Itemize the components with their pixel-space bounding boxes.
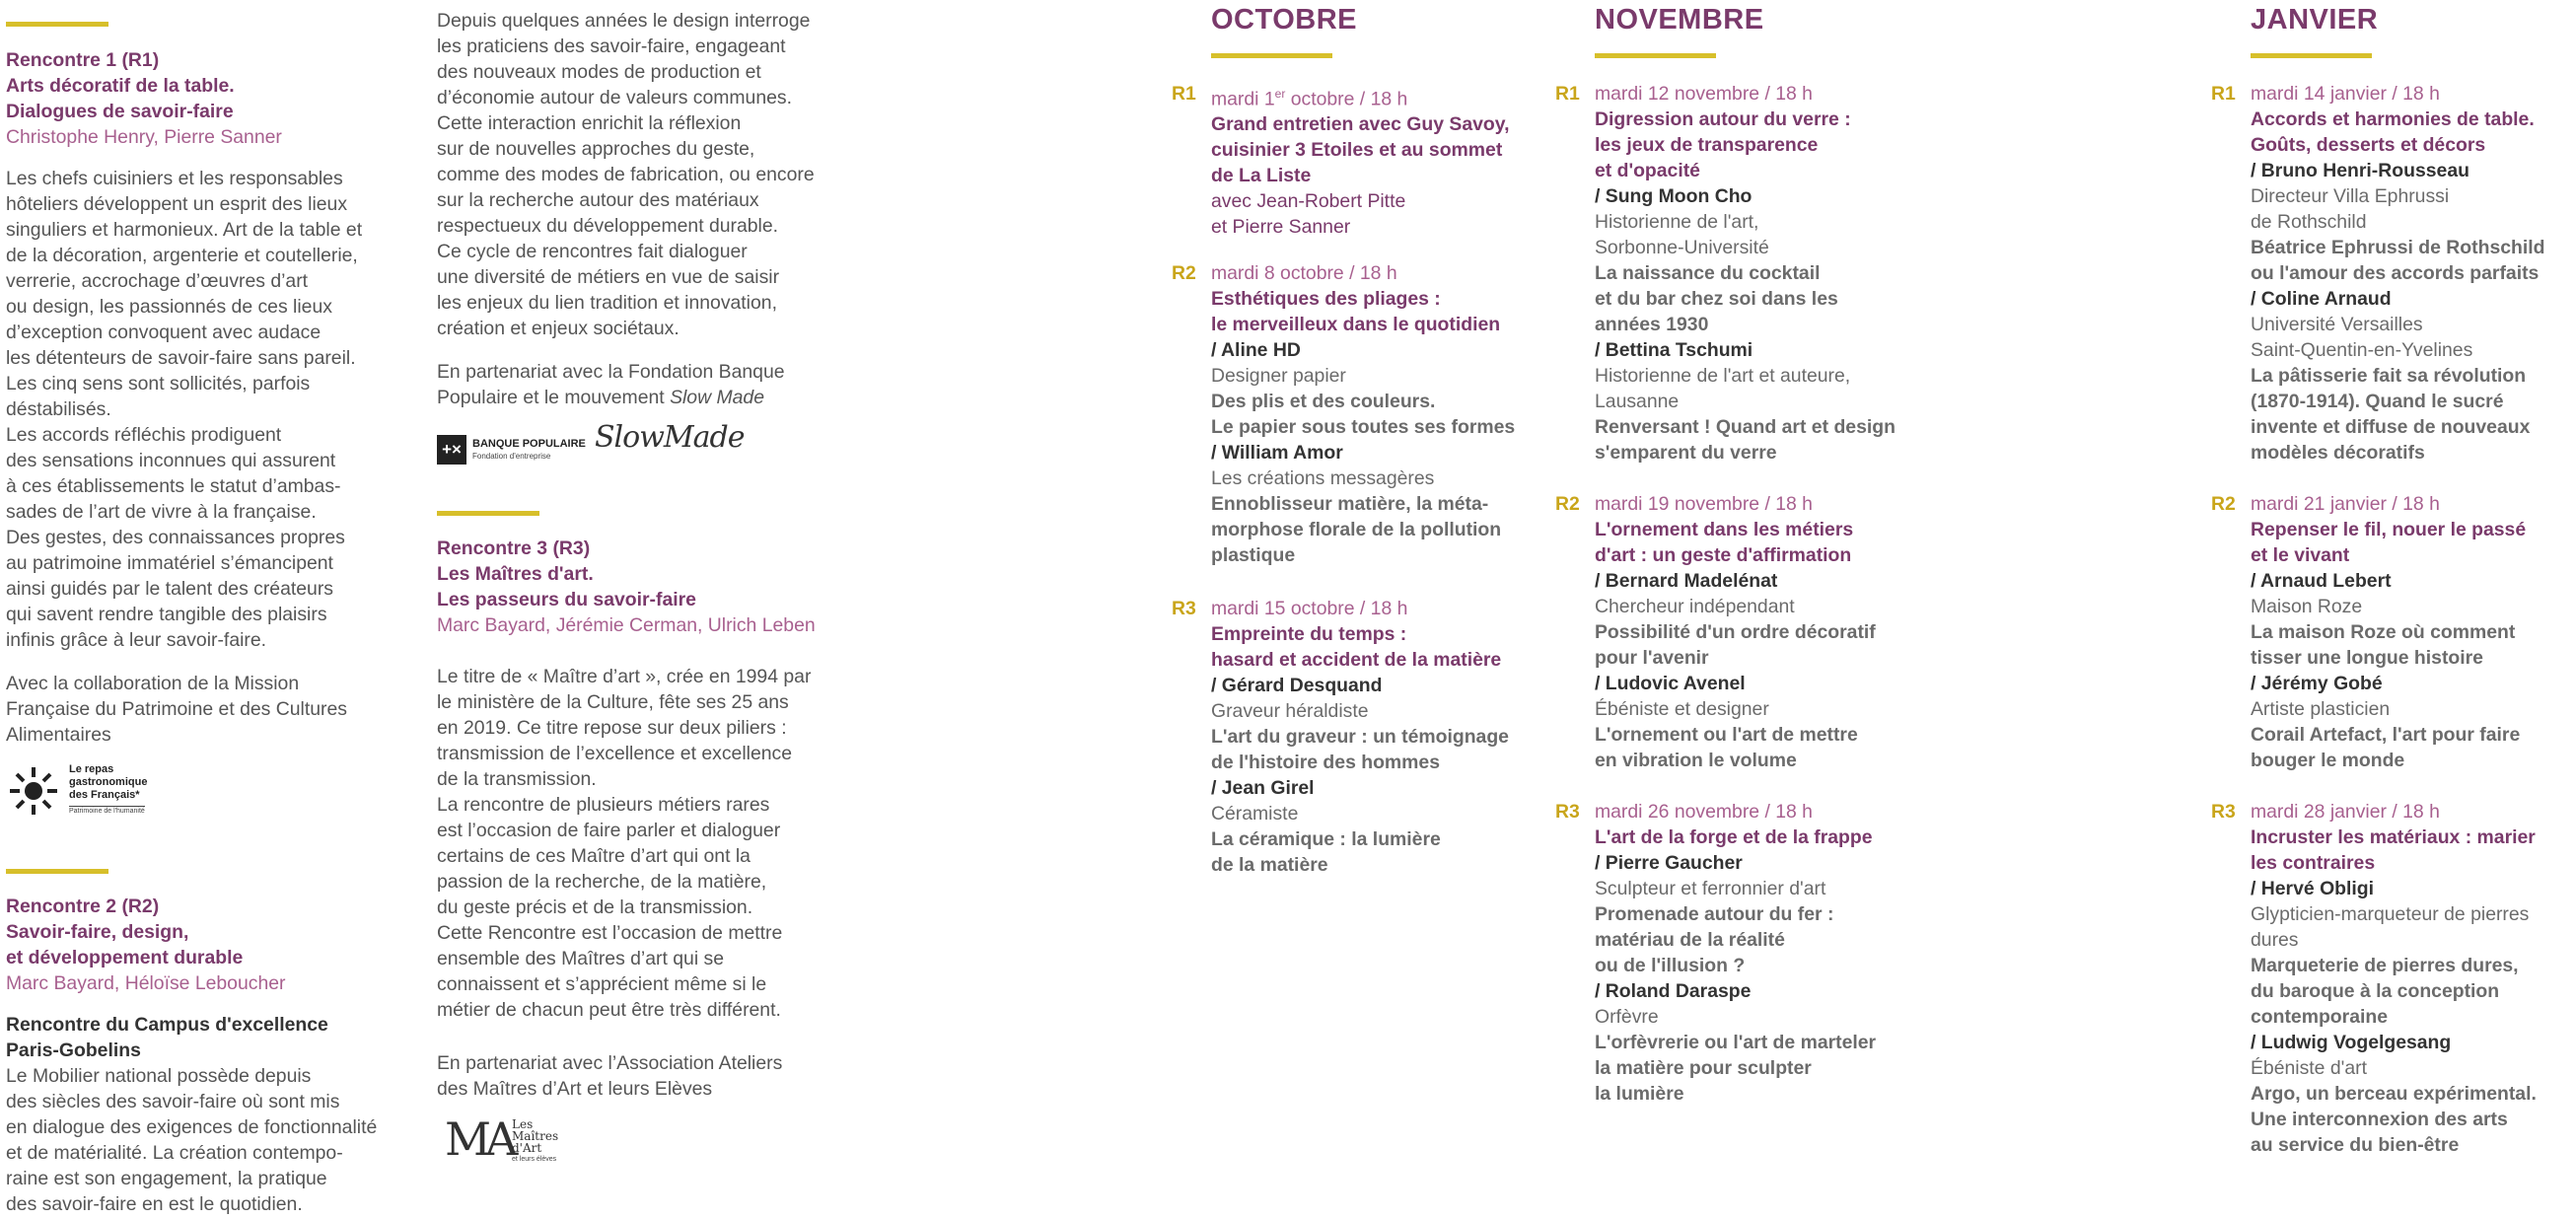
speaker-role: Université Versailles Saint-Quentin-en-Yvelines: [2251, 314, 2473, 361]
section-rule: [437, 511, 539, 516]
slow-made-logo: SlowMade: [595, 420, 745, 455]
event-date: [2251, 799, 2576, 825]
bp-logo-text: BANQUE POPULAIRE: [472, 438, 586, 450]
rencontre-code: R3: [1172, 598, 1196, 619]
event-date-ordinal: er: [1274, 87, 1286, 101]
maitres-art-logo: [445, 1112, 603, 1172]
event-r3: [1555, 799, 1969, 1107]
event-date-text: mardi 15 octobre / 18 h: [1211, 598, 1408, 619]
event-r1: [2211, 81, 2576, 466]
intro-text: Depuis quelques années le design interroge les praticiens des savoir-faire, engageant des nouveaux modes de production et d’économie autour de valeurs communes. Cette interaction enrichit la réflexion sur de nouvelles approches du geste, comme des modes de fabrication, ou encore sur la recherche autour des matériaux respectueux du développement durable. Ce cycle de rencontres fait dialoguer une diversité de métiers en vue de saisir les enjeux du lien tradition et innovation, création et enjeux sociétaux.: [437, 10, 815, 339]
rencontre-code: R1: [1172, 83, 1196, 105]
speaker-role: Sculpteur et ferronnier d'art: [1595, 878, 1826, 899]
month-heading: JANVIER: [2251, 4, 2379, 36]
month-rule: [1595, 53, 1716, 58]
rencontre-code: R1: [1555, 83, 1580, 105]
talk-title: L'orfèvrerie ou l'art de marteler la matière pour sculpter la lumière: [1595, 1032, 1877, 1105]
event-date: [1211, 260, 1586, 286]
repas-logo-sub: Patrimoine de l'humanité: [69, 808, 145, 815]
speaker-name: / Arnaud Lebert: [2251, 570, 2392, 592]
event-title: Incruster les matériaux : marier les contraires: [2251, 826, 2536, 874]
event-title: Empreinte du temps : hasard et accident de la matière: [1211, 623, 1502, 671]
rencontre-2-body: Le Mobilier national possède depuis des siècles des savoir-faire où sont mis en dialogue des exigences de fonctionnalité et de matérialité. La création contempo- raine est son engagement, la pratique des savoir-faire en est le quotidien.: [6, 1065, 378, 1215]
event-r2: [1555, 491, 1969, 773]
event-date-text: mardi 28 janvier / 18 h: [2251, 801, 2440, 823]
speaker-name: / Ludovic Avenel: [1595, 673, 1746, 694]
speaker-role: Graveur héraldiste: [1211, 700, 1369, 722]
speaker-role: Designer papier: [1211, 365, 1346, 387]
event-date: [1595, 81, 1969, 107]
ma-logo-sub: et leurs élèves: [512, 1156, 557, 1163]
speaker-role: Chercheur indépendant: [1595, 596, 1795, 617]
speaker-role: Historienne de l'art et auteure, Lausanne: [1595, 365, 1851, 412]
speaker-role: Céramiste: [1211, 803, 1299, 825]
event-date-text: mardi 26 novembre / 18 h: [1595, 801, 1813, 823]
bp-mark-icon: +×: [437, 435, 466, 465]
speaker-name: / Bettina Tschumi: [1595, 339, 1753, 361]
speaker-role: Glypticien-marqueteur de pierres dures: [2251, 903, 2530, 951]
rencontre-code: R3: [1555, 801, 1580, 823]
speaker-name: / Pierre Gaucher: [1595, 852, 1743, 874]
speaker-role: Orfèvre: [1595, 1006, 1659, 1028]
talk-title: La céramique : la lumière de la matière: [1211, 828, 1441, 876]
slow-made-name: Slow Made: [670, 387, 764, 408]
talk-title: Argo, un berceau expérimental. Une interconnexion des arts au service du bien-être: [2251, 1083, 2537, 1156]
event-r2: [2211, 491, 2576, 773]
event-title: L'ornement dans les métiers d'art : un geste d'affirmation: [1595, 519, 1854, 566]
speaker-role: Les créations messagères: [1211, 467, 1435, 489]
partner-text: En partenariat avec la Fondation Banque Populaire et le mouvement: [437, 361, 785, 408]
talk-title: Possibilité d'un ordre décoratif pour l'avenir: [1595, 621, 1876, 669]
rencontre-2-people: Marc Bayard, Héloïse Leboucher: [6, 972, 286, 994]
partner-banque-populaire: [437, 359, 871, 410]
talk-title: La pâtisserie fait sa révolution (1870-1914). Quand le sucré invente et diffuse de nouveaux modèles décoratifs: [2251, 365, 2531, 464]
event-date-text: mardi 19 novembre / 18 h: [1595, 493, 1813, 515]
speaker-name: / Aline HD: [1211, 339, 1301, 361]
banque-populaire-logo: [437, 434, 605, 466]
month-rule: [2251, 53, 2372, 58]
rencontre-3-heading: Rencontre 3 (R3) Les Maîtres d'art. Les passeurs du savoir-faire: [437, 538, 696, 610]
rencontre-2-heading: Rencontre 2 (R2) Savoir-faire, design, et développement durable: [6, 896, 244, 968]
speaker-name: / Jérémy Gobé: [2251, 673, 2383, 694]
event-r3: [2211, 799, 2576, 1158]
rencontre-code: R1: [2211, 83, 2236, 105]
month-rule: [1211, 53, 1332, 58]
event-date-text: mardi 14 janvier / 18 h: [2251, 83, 2440, 105]
talk-title: L'ornement ou l'art de mettre en vibration le volume: [1595, 724, 1858, 771]
event-date: [2251, 491, 2576, 517]
rencontre-1-heading: Rencontre 1 (R1) Arts décoratif de la table. Dialogues de savoir-faire: [6, 49, 235, 122]
rencontre-1-people: Christophe Henry, Pierre Sanner: [6, 126, 282, 148]
event-guests: avec Jean-Robert Pitte et Pierre Sanner: [1211, 190, 1406, 239]
rencontre-1-collab: Avec la collaboration de la Mission Française du Patrimoine et des Cultures Alimentaires: [6, 673, 347, 746]
speaker-name: / Bernard Madelénat: [1595, 570, 1778, 592]
speaker-name: / Bruno Henri-Rousseau: [2251, 160, 2469, 181]
bp-logo-sub: Fondation d'entreprise: [472, 452, 551, 461]
speaker-name: / Roland Daraspe: [1595, 980, 1752, 1002]
speaker-name: / Ludwig Vogelgesang: [2251, 1032, 2452, 1053]
speaker-name: / Coline Arnaud: [2251, 288, 2392, 310]
sun-emblem-icon: [6, 763, 61, 819]
partner-maitres-art: En partenariat avec l’Association Ateliers des Maîtres d’Art et leurs Elèves: [437, 1052, 783, 1100]
talk-title: L'art du graveur : un témoignage de l'histoire des hommes: [1211, 726, 1509, 773]
speaker-name: / Gérard Desquand: [1211, 675, 1383, 696]
month-heading: OCTOBRE: [1211, 4, 1357, 36]
event-title: L'art de la forge et de la frappe: [1595, 826, 1873, 848]
rencontre-3-people: Marc Bayard, Jérémie Cerman, Ulrich Leben: [437, 614, 816, 636]
event-title: Digression autour du verre : les jeux de transparence et d'opacité: [1595, 108, 1851, 181]
event-title: Repenser le fil, nouer le passé et le vivant: [2251, 519, 2527, 566]
rencontre-code: R2: [2211, 493, 2236, 515]
event-date-text: mardi 1: [1211, 88, 1275, 110]
event-date-text: mardi 12 novembre / 18 h: [1595, 83, 1813, 105]
repas-logo-text: Le repas gastronomique des Français*: [69, 763, 148, 801]
rencontre-3-body: Le titre de « Maître d’art », crée en 1994 par le ministère de la Culture, fête ses 25 ans en 2019. Ce titre repose sur deux piliers : transmission de l’excellence et excellence de la transmission. La rencontre de plusieurs métiers rares est l’occasion de faire parler et dialoguer certains de ces Maître d’art qui ont la passion de la recherche, de la matière, du geste précis et de la transmission. Cette Rencontre est l’occasion de mettre ensemble des Maîtres d’art qui se connaissent et s’apprécient même si le métier de chacun peut être très différent.: [437, 666, 812, 1021]
section-rule: [6, 22, 108, 27]
event-title: Esthétiques des pliages : le merveilleux dans le quotidien: [1211, 288, 1501, 335]
repas-gastronomique-logo: [6, 761, 164, 823]
speaker-role: Ébéniste et designer: [1595, 698, 1769, 720]
rencontre-code: R2: [1172, 262, 1196, 284]
month-heading: NOVEMBRE: [1595, 4, 1764, 36]
speaker-role: Maison Roze: [2251, 596, 2363, 617]
event-date: [1595, 799, 1969, 825]
rencontre-1-body: Les chefs cuisiniers et les responsables hôteliers développent un esprit des lieux singuliers et harmonieux. Art de la table et de la décoration, argenterie et coutellerie, verrerie, accrochage d’œuvres d’art ou design, les passionnés de ces lieux d’exception convoquent avec audace les détenteurs de savoir-faire sans pareil. Les cinq sens sont sollicités, parfois déstabilisés. Les accords réfléchis prodiguent des sensations inconnues qui assurent à ces établissements le statut d’ambas- sades de l’art de vivre à la française. Des gestes, des connaissances propres au patrimoine immatériel s’émancipent ainsi guidés par le talent des créateurs qui savent rendre tangible des plaisirs infinis grâce à leur savoir-faire.: [6, 168, 363, 651]
event-date-text: mardi 21 janvier / 18 h: [2251, 493, 2440, 515]
event-title: Accords et harmonies de table. Goûts, desserts et décors: [2251, 108, 2535, 156]
talk-title: La maison Roze où comment tisser une longue histoire: [2251, 621, 2516, 669]
speaker-role: Directeur Villa Ephrussi de Rothschild: [2251, 185, 2450, 233]
speaker-name: / Jean Girel: [1211, 777, 1315, 799]
ma-monogram: MA: [445, 1112, 513, 1166]
talk-title: Marqueterie de pierres dures, du baroque à la conception contemporaine: [2251, 955, 2519, 1028]
talk-title: La naissance du cocktail et du bar chez soi dans les années 1930: [1595, 262, 1838, 335]
talk-title: Renversant ! Quand art et design s'emparent du verre: [1595, 416, 1896, 464]
event-date-text: mardi 8 octobre / 18 h: [1211, 262, 1397, 284]
event-r1: [1172, 81, 1586, 240]
event-date: [1211, 596, 1586, 621]
event-r3: [1172, 596, 1586, 878]
speaker-role: Artiste plasticien: [2251, 698, 2391, 720]
event-date: [2251, 81, 2576, 107]
talk-title: Des plis et des couleurs. Le papier sous toutes ses formes: [1211, 391, 1516, 438]
event-date: [1595, 491, 1969, 517]
event-date-text: octobre / 18 h: [1285, 88, 1408, 110]
talk-title: Promenade autour du fer : matériau de la réalité ou de l'illusion ?: [1595, 903, 1834, 976]
event-date: [1211, 81, 1586, 111]
talk-title: Béatrice Ephrussi de Rothschild ou l'amour des accords parfaits: [2251, 237, 2545, 284]
speaker-role: Ébéniste d'art: [2251, 1057, 2367, 1079]
campus-heading: Rencontre du Campus d'excellence Paris-Gobelins: [6, 1014, 328, 1061]
ma-logo-text: Les Maîtres d'Art: [512, 1117, 559, 1155]
speaker-name: / Sung Moon Cho: [1595, 185, 1753, 207]
event-r1: [1555, 81, 1969, 466]
event-r2: [1172, 260, 1586, 568]
rencontre-code: R3: [2211, 801, 2236, 823]
speaker-role: Historienne de l'art, Sorbonne-Université: [1595, 211, 1769, 258]
talk-title: Corail Artefact, l'art pour faire bouger le monde: [2251, 724, 2521, 771]
speaker-name: / Hervé Obligi: [2251, 878, 2374, 899]
section-rule: [6, 869, 108, 874]
speaker-name: / William Amor: [1211, 442, 1343, 464]
event-title: Grand entretien avec Guy Savoy, cuisinier 3 Etoiles et au sommet de La Liste: [1211, 113, 1510, 187]
rencontre-code: R2: [1555, 493, 1580, 515]
talk-title: Ennoblisseur matière, la méta- morphose florale de la pollution plastique: [1211, 493, 1502, 566]
